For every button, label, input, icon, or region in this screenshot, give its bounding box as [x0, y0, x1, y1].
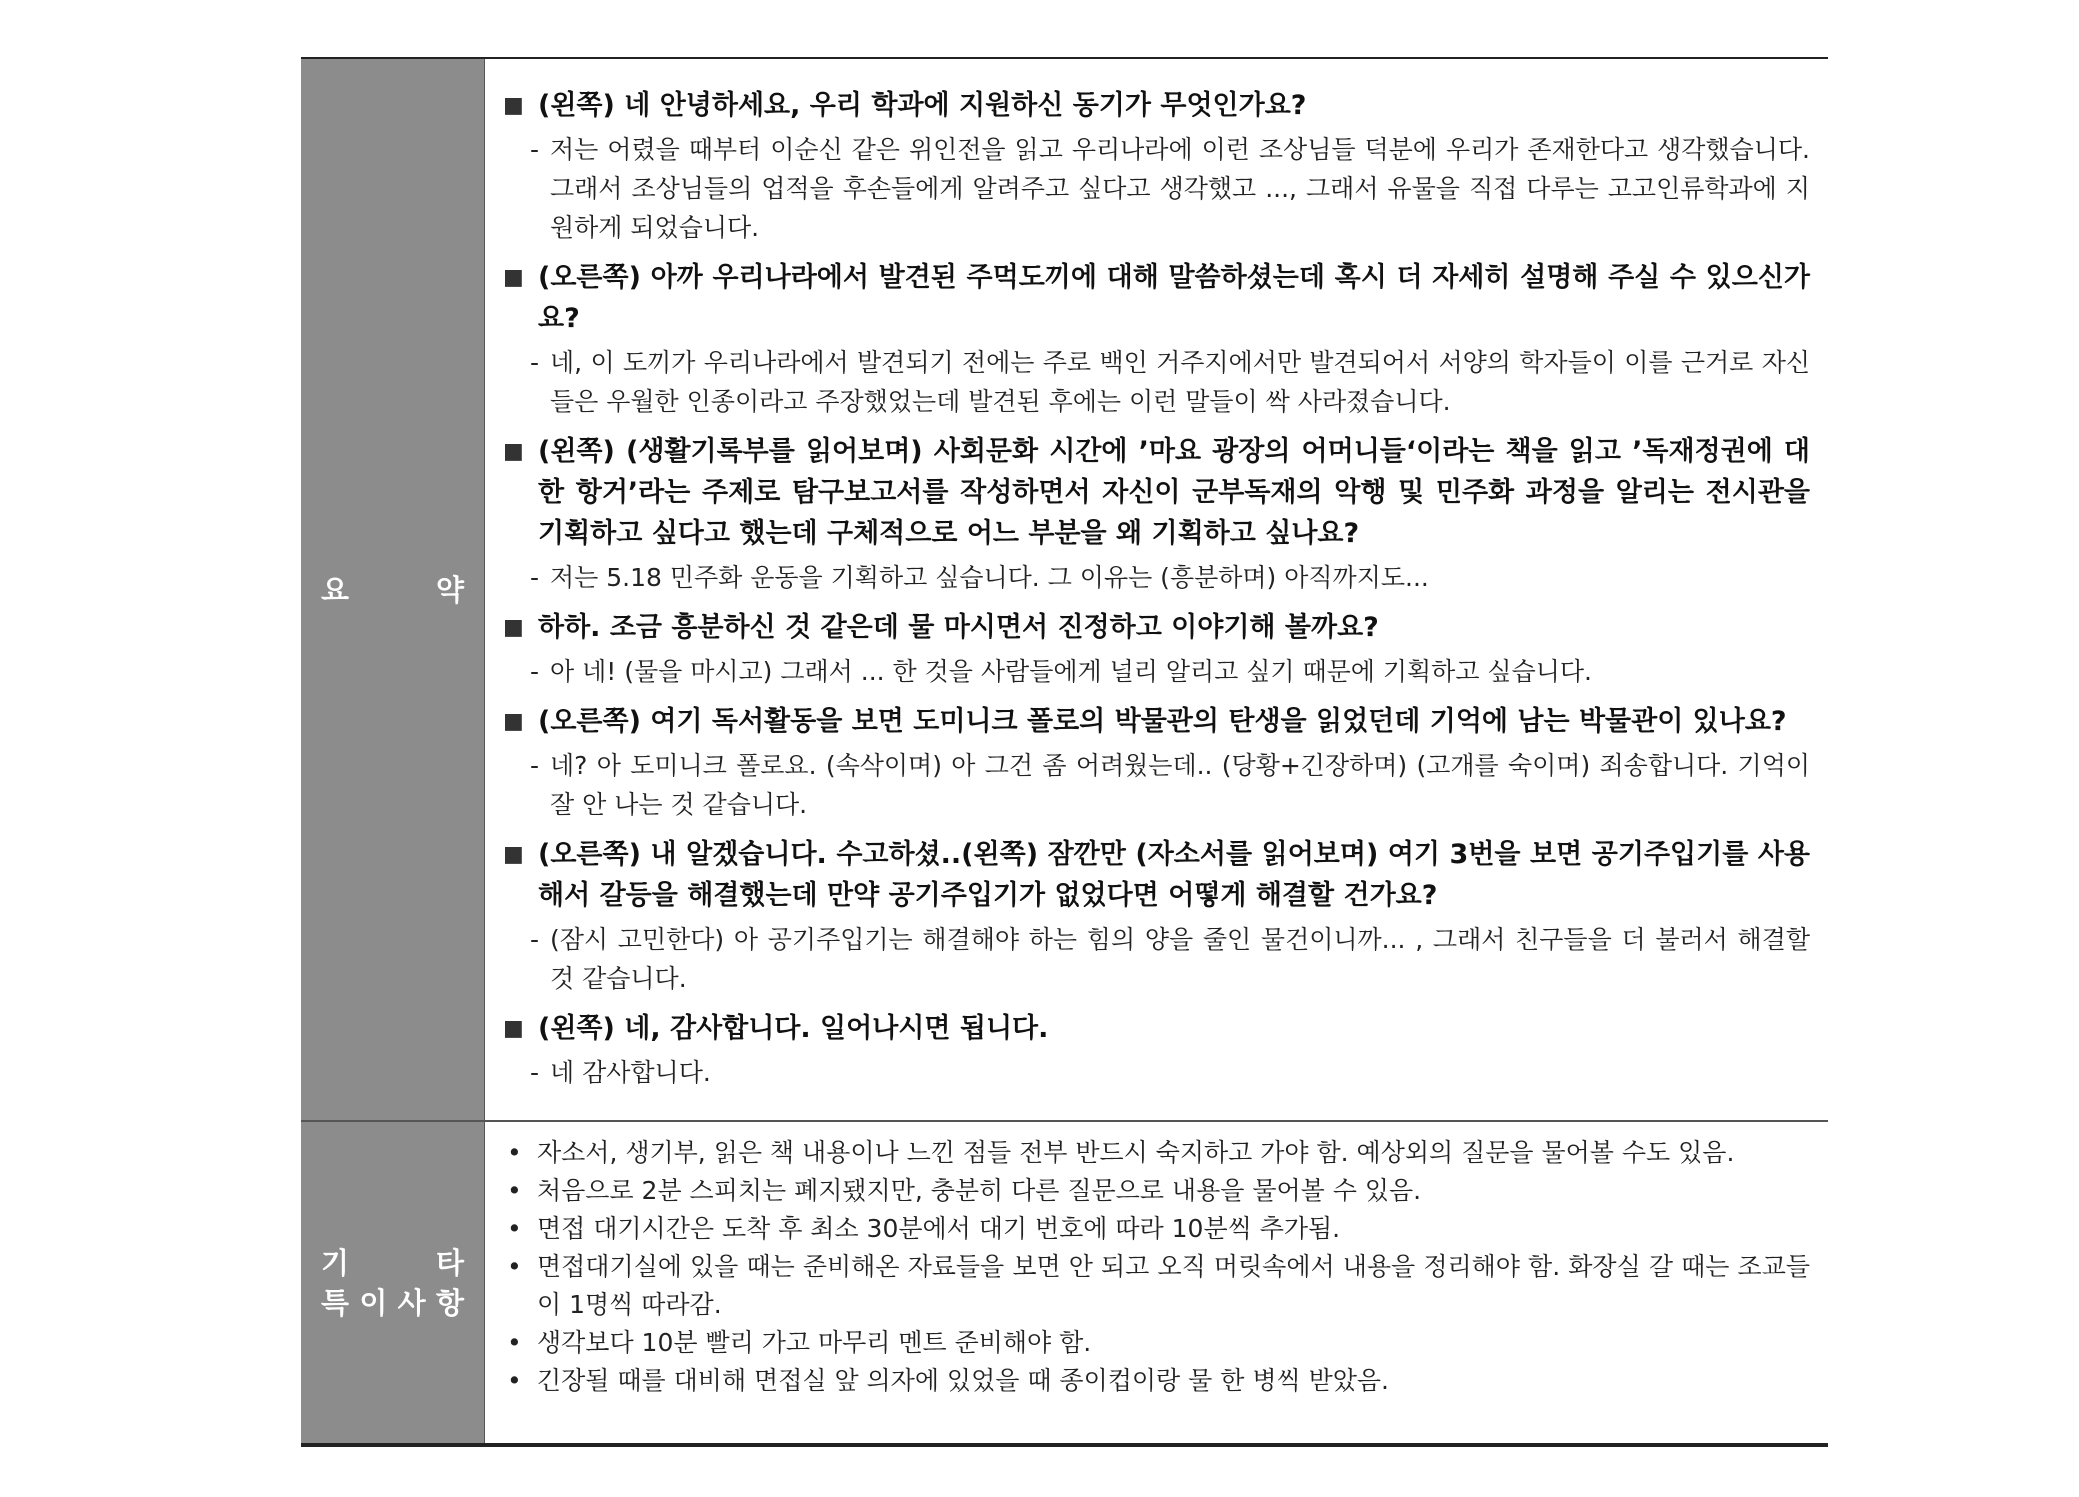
notes-label — [301, 1122, 485, 1443]
dash-icon: - — [530, 657, 540, 686]
notes-label-line-1 — [321, 1243, 464, 1283]
square-bullet-icon: ■ — [503, 709, 524, 734]
dot-bullet-icon: • — [507, 1252, 522, 1281]
answer-text: (잠시 고민한다) 아 공기주입기는 해결해야 하는 힘의 양을 줄인 물건이니까... , 그래서 친구들을 더 불러서 해결할 것 같습니다. — [550, 925, 1810, 993]
notes-label-char: 사 — [397, 1285, 426, 1320]
dot-bullet-icon: • — [507, 1328, 522, 1357]
notes-label-char: 기 — [321, 1245, 350, 1280]
summary-label-line — [321, 570, 464, 610]
question-text: (오른쪽) 내 알겠습니다. 수고하셨..(왼쪽) 잠깐만 (자소서를 읽어보며) 여기 3번을 보면 공기주입기를 사용해서 갈등을 해결했는데 만약 공기주입기가 없었다면 어떻게 해결할 건가요? — [538, 839, 1810, 911]
square-bullet-icon: ■ — [503, 615, 524, 640]
summary-label — [301, 59, 485, 1120]
summary-label-left: 요 — [321, 572, 350, 607]
question-text: (왼쪽) 네 안녕하세요, 우리 학과에 지원하신 동기가 무엇인가요? — [538, 90, 1307, 121]
dot-bullet-icon: • — [507, 1176, 522, 1205]
question-item — [503, 607, 1810, 648]
summary-row — [301, 59, 1828, 1122]
dash-icon: - — [530, 751, 540, 780]
square-bullet-icon: ■ — [503, 1016, 524, 1041]
question-text: (왼쪽) (생활기록부를 읽어보며) 사회문화 시간에 ’마요 광장의 어머니들‘이라는 책을 읽고 ’독재정권에 대한 항거’라는 주제로 탐구보고서를 작성하면서 자신이 군부독재의 악행 및 민주화 과정을 알리는 전시관을 기획하고 싶다고 했는데 구체적으로 어느 부분을 왜 기획하고 싶나요? — [538, 436, 1810, 549]
summary-label-right: 약 — [435, 572, 464, 607]
note-text: 처음으로 2분 스피치는 폐지됐지만, 충분히 다른 질문으로 내용을 물어볼 수 있음. — [537, 1176, 1422, 1205]
answer-text: 저는 어렸을 때부터 이순신 같은 위인전을 읽고 우리나라에 이런 조상님들 덕분에 우리가 존재한다고 생각했습니다. 그래서 조상님들의 업적을 후손들에게 알려주고 싶다고 생각했고 ..., 그래서 유물을 직접 다루는 고고인류학과에 지원하게 되었습니다. — [550, 135, 1810, 242]
square-bullet-icon: ■ — [503, 265, 524, 290]
question-item — [503, 1008, 1810, 1049]
notes-label-char: 타 — [435, 1245, 464, 1280]
note-item — [503, 1362, 1810, 1400]
notes-label-char: 특 — [321, 1285, 350, 1320]
answer-text: 네? 아 도미니크 폴로요. (속삭이며) 아 그건 좀 어려웠는데.. (당황+긴장하며) (고개를 숙이며) 죄송합니다. 기억이 잘 안 나는 것 같습니다. — [550, 751, 1810, 819]
question-item — [503, 701, 1810, 742]
dash-icon: - — [530, 135, 540, 164]
note-text: 생각보다 10분 빨리 가고 마무리 멘트 준비해야 함. — [537, 1328, 1092, 1357]
note-item — [503, 1172, 1810, 1210]
note-item — [503, 1248, 1810, 1324]
answer-item — [530, 130, 1810, 247]
answer-item — [530, 1053, 1810, 1092]
answer-text: 네 감사합니다. — [550, 1058, 711, 1087]
answer-item — [530, 920, 1810, 998]
note-item — [503, 1324, 1810, 1362]
question-item — [503, 85, 1810, 126]
notes-row — [301, 1122, 1828, 1443]
notes-content — [485, 1122, 1828, 1443]
note-text: 면접 대기시간은 도착 후 최소 30분에서 대기 번호에 따라 10분씩 추가됨. — [537, 1214, 1341, 1243]
dot-bullet-icon: • — [507, 1138, 522, 1167]
answer-item — [530, 652, 1810, 691]
answer-item — [530, 746, 1810, 824]
square-bullet-icon: ■ — [503, 439, 524, 464]
question-text: (왼쪽) 네, 감사합니다. 일어나시면 됩니다. — [538, 1013, 1049, 1044]
square-bullet-icon: ■ — [503, 842, 524, 867]
dash-icon: - — [530, 1058, 540, 1087]
question-text: 하하. 조금 흥분하신 것 같은데 물 마시면서 진정하고 이야기해 볼까요? — [538, 612, 1379, 643]
note-text: 자소서, 생기부, 읽은 책 내용이나 느낀 점들 전부 반드시 숙지하고 가야 함. 예상외의 질문을 물어볼 수도 있음. — [537, 1138, 1735, 1167]
dash-icon: - — [530, 925, 540, 954]
answer-text: 아 네! (물을 마시고) 그래서 ... 한 것을 사람들에게 널리 알리고 싶기 때문에 기획하고 싶습니다. — [550, 657, 1592, 686]
note-text: 면접대기실에 있을 때는 준비해온 자료들을 보면 안 되고 오직 머릿속에서 내용을 정리해야 함. 화장실 갈 때는 조교들이 1명씩 따라감. — [537, 1252, 1810, 1319]
answer-text: 네, 이 도끼가 우리나라에서 발견되기 전에는 주로 백인 거주지에서만 발견되어서 서양의 학자들이 이를 근거로 자신들은 우월한 인종이라고 주장했었는데 발견된 후에는 이런 말들이 싹 사라졌습니다. — [550, 348, 1810, 416]
notes-label-line-2 — [321, 1283, 464, 1323]
question-item — [503, 257, 1810, 339]
summary-content — [485, 59, 1828, 1120]
notes-label-char: 항 — [435, 1285, 464, 1320]
dash-icon: - — [530, 348, 540, 377]
note-text: 긴장될 때를 대비해 면접실 앞 의자에 있었을 때 종이컵이랑 물 한 병씩 받았음. — [537, 1366, 1389, 1395]
question-text: (오른쪽) 아까 우리나라에서 발견된 주먹도끼에 대해 말씀하셨는데 혹시 더 자세히 설명해 주실 수 있으신가요? — [538, 262, 1810, 334]
answer-item — [530, 558, 1810, 597]
square-bullet-icon: ■ — [503, 93, 524, 118]
dot-bullet-icon: • — [507, 1214, 522, 1243]
dash-icon: - — [530, 563, 540, 592]
answer-text: 저는 5.18 민주화 운동을 기획하고 싶습니다. 그 이유는 (흥분하며) 아직까지도... — [550, 563, 1429, 592]
question-text: (오른쪽) 여기 독서활동을 보면 도미니크 폴로의 박물관의 탄생을 읽었던데 기억에 남는 박물관이 있나요? — [538, 706, 1787, 737]
dot-bullet-icon: • — [507, 1366, 522, 1395]
note-item — [503, 1134, 1810, 1172]
question-item — [503, 834, 1810, 916]
notes-label-char: 이 — [359, 1285, 388, 1320]
note-item — [503, 1210, 1810, 1248]
question-item — [503, 431, 1810, 554]
answer-item — [530, 343, 1810, 421]
interview-record-table — [301, 57, 1828, 1447]
